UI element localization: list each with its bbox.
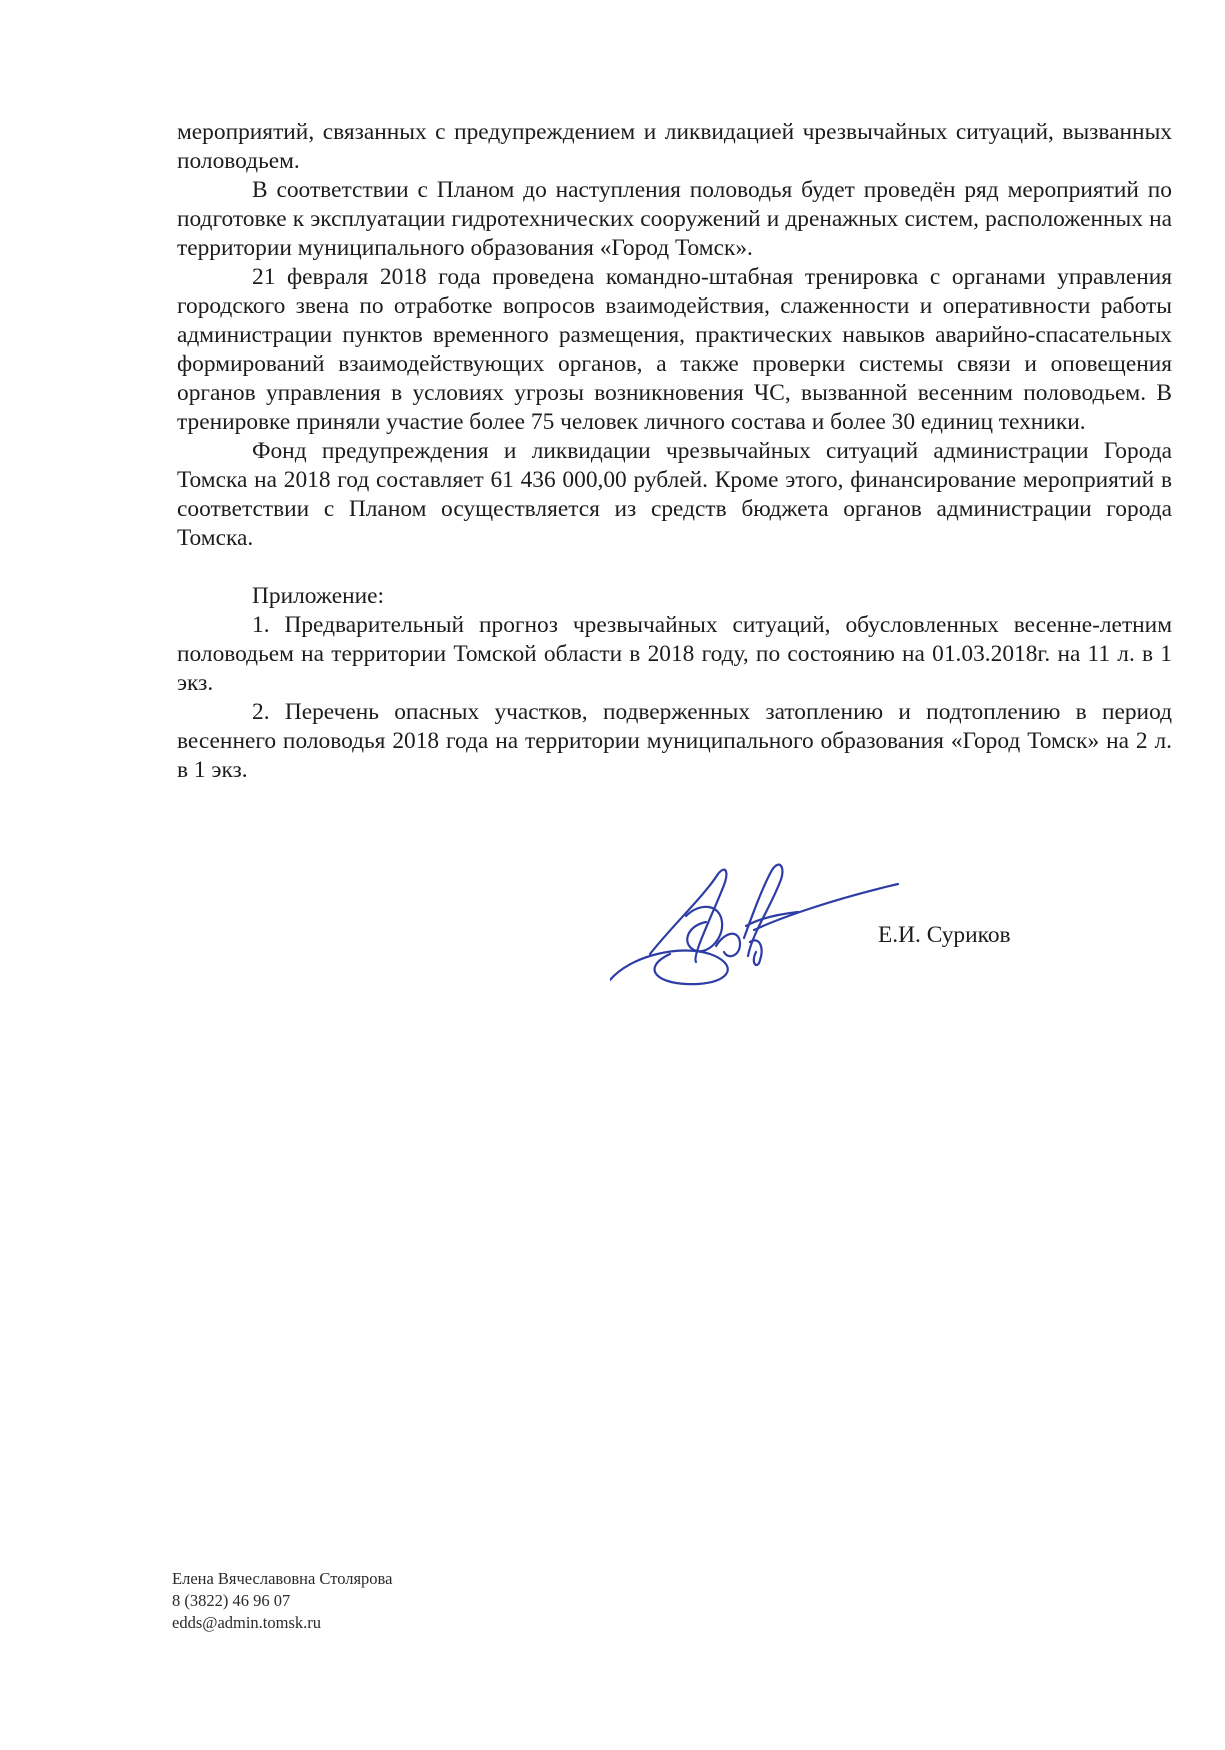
paragraph-continuation: мероприятий, связанных с предупреждением и ликвидацией чрезвычайных ситуаций, вызванных половодьем.	[177, 119, 1172, 174]
paragraph-emergency-fund: Фонд предупреждения и ликвидации чрезвычайных ситуаций администрации Города Томска на 2018 год составляет 61 436 000,00 рублей. Кроме этого, финансирование мероприятий в соответствии с Планом осуществляется из средств бюджета органов администрации города Томска.	[177, 438, 1172, 551]
appendix-item-2: 2. Перечень опасных участков, подверженных затоплению и подтоплению в период весеннего половодья 2018 года на территории муниципального образования «Город Томск» на 2 л. в 1 экз.	[177, 699, 1172, 783]
signer-name: Е.И. Суриков	[878, 922, 1011, 948]
handwritten-signature	[610, 860, 900, 1000]
contact-email: edds@admin.tomsk.ru	[172, 1613, 322, 1632]
contact-block	[172, 1568, 392, 1634]
contact-name: Елена Вячеславовна Столярова	[172, 1569, 393, 1588]
paragraph-training-exercise: 21 февраля 2018 года проведена командно-штабная тренировка с органами управления городского звена по отработке вопросов взаимодействия, слаженности и оперативности работы администрации пунктов временного размещения, практических навыков аварийно-спасательных формирований взаимодействующих органов, а также проверки системы связи и оповещения органов управления в условиях угрозы возникновения ЧС, вызванной весенним половодьем. В тренировке приняли участие более 75 человек личного состава и более 30 единиц техники.	[177, 264, 1172, 435]
contact-phone: 8 (3822) 46 96 07	[172, 1591, 291, 1610]
appendix-item-1: 1. Предварительный прогноз чрезвычайных ситуаций, обусловленных весенне-летним половодьем на территории Томской области в 2018 году, по состоянию на 01.03.2018г. на 11 л. в 1 экз.	[177, 612, 1172, 696]
paragraph-plan-measures: В соответствии с Планом до наступления половодья будет проведён ряд мероприятий по подготовке к эксплуатации гидротехнических сооружений и дренажных систем, расположенных на территории муниципального образования «Город Томск».	[177, 177, 1172, 261]
appendix-title: Приложение:	[252, 583, 385, 609]
letter-body	[177, 118, 1172, 785]
